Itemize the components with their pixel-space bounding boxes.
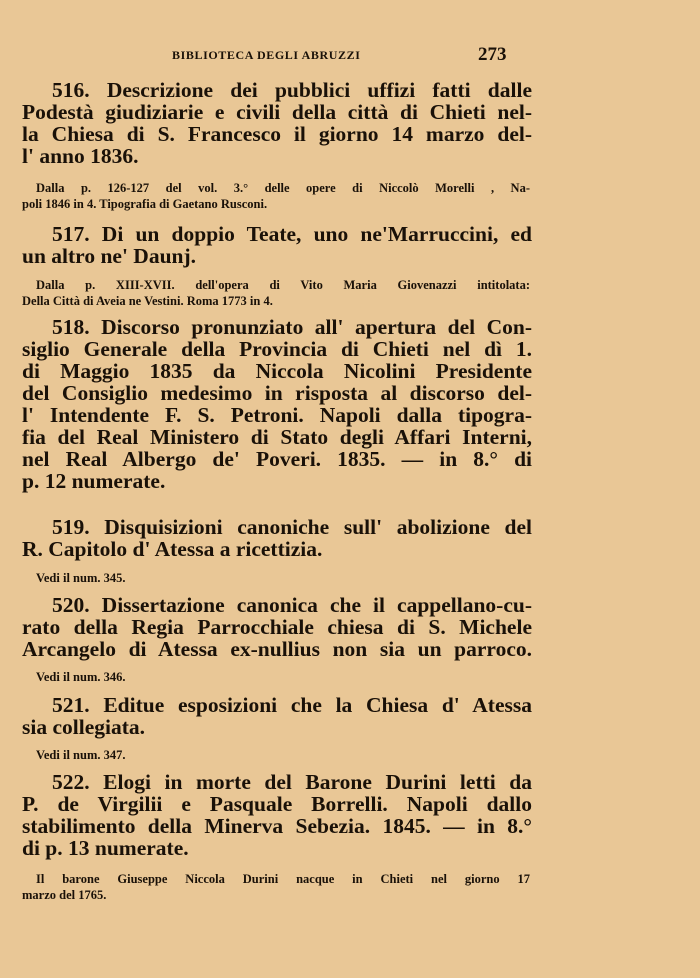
entry-text-line: 518. Discorso pronunziato all' apertura del Con- xyxy=(52,315,532,339)
entry-text-line: del Consiglio medesimo in risposta al discorso del- xyxy=(22,381,532,405)
note-text-line: poli 1846 in 4. Tipografia di Gaetano Rusconi. xyxy=(22,197,268,211)
note-text-line: Il barone Giuseppe Niccola Durini nacque in Chieti nel giorno 17 xyxy=(36,872,530,886)
note-text-line: Vedi il num. 345. xyxy=(36,571,126,585)
entry-text-line: di p. 13 numerate. xyxy=(22,836,189,860)
entry-text-line: 521. Editue esposizioni che la Chiesa d' Atessa xyxy=(52,693,532,717)
entry-text-line: sia collegiata. xyxy=(22,715,146,739)
note-text-line: Della Città di Aveia ne Vestini. Roma 1773 in 4. xyxy=(22,294,273,308)
entry-text-line: P. de Virgilii e Pasquale Borrelli. Napoli dallo xyxy=(22,792,532,816)
entry-text-line: p. 12 numerate. xyxy=(22,469,166,493)
entry-text-line: di Maggio 1835 da Niccola Nicolini Presidente xyxy=(22,359,532,383)
entry-text-line: stabilimento della Minerva Sebezia. 1845. — in 8.° xyxy=(22,814,532,838)
entry-text-line: 516. Descrizione dei pubblici uffizi fatti dalle xyxy=(52,78,532,102)
page-number: 273 xyxy=(478,44,507,65)
entry-text-line: l' anno 1836. xyxy=(22,144,139,168)
note-text-line: marzo del 1765. xyxy=(22,888,107,902)
note-text-line: Dalla p. XIII-XVII. dell'opera di Vito Maria Giovenazzi intitolata: xyxy=(36,278,530,292)
entry-text-line: la Chiesa di S. Francesco il giorno 14 marzo del- xyxy=(22,122,532,146)
entry-text-line: Arcangelo di Atessa ex-nullius non sia un parroco. xyxy=(22,637,532,661)
entry-text-line: siglio Generale della Provincia di Chieti nel dì 1. xyxy=(22,337,532,361)
entry-text-line: R. Capitolo d' Atessa a ricettizia. xyxy=(22,537,323,561)
running-title: BIBLIOTECA DEGLI ABRUZZI xyxy=(172,48,361,62)
entry-text-line: nel Real Albergo de' Poveri. 1835. — in 8.° di xyxy=(22,447,532,471)
note-text-line: Dalla p. 126-127 del vol. 3.° delle opere di Niccolò Morelli , Na- xyxy=(36,181,530,195)
note-text-line: Vedi il num. 346. xyxy=(36,670,126,684)
note-text-line: Vedi il num. 347. xyxy=(36,748,126,762)
entry-text-line: 517. Di un doppio Teate, uno ne'Marruccini, ed xyxy=(52,222,532,246)
entry-text-line: 522. Elogi in morte del Barone Durini letti da xyxy=(52,770,532,794)
entry-text-line: Podestà giudiziarie e civili della città di Chieti nel- xyxy=(22,100,532,124)
entry-text-line: rato della Regia Parrocchiale chiesa di S. Michele xyxy=(22,615,532,639)
entry-text-line: l' Intendente F. S. Petroni. Napoli dalla tipogra- xyxy=(22,403,532,427)
entry-text-line: 520. Dissertazione canonica che il cappellano-cu- xyxy=(52,593,532,617)
entry-text-line: un altro ne' Daunj. xyxy=(22,244,197,268)
entry-text-line: 519. Disquisizioni canoniche sull' abolizione del xyxy=(52,515,532,539)
entry-text-line: fia del Real Ministero di Stato degli Affari Interni, xyxy=(22,425,532,449)
